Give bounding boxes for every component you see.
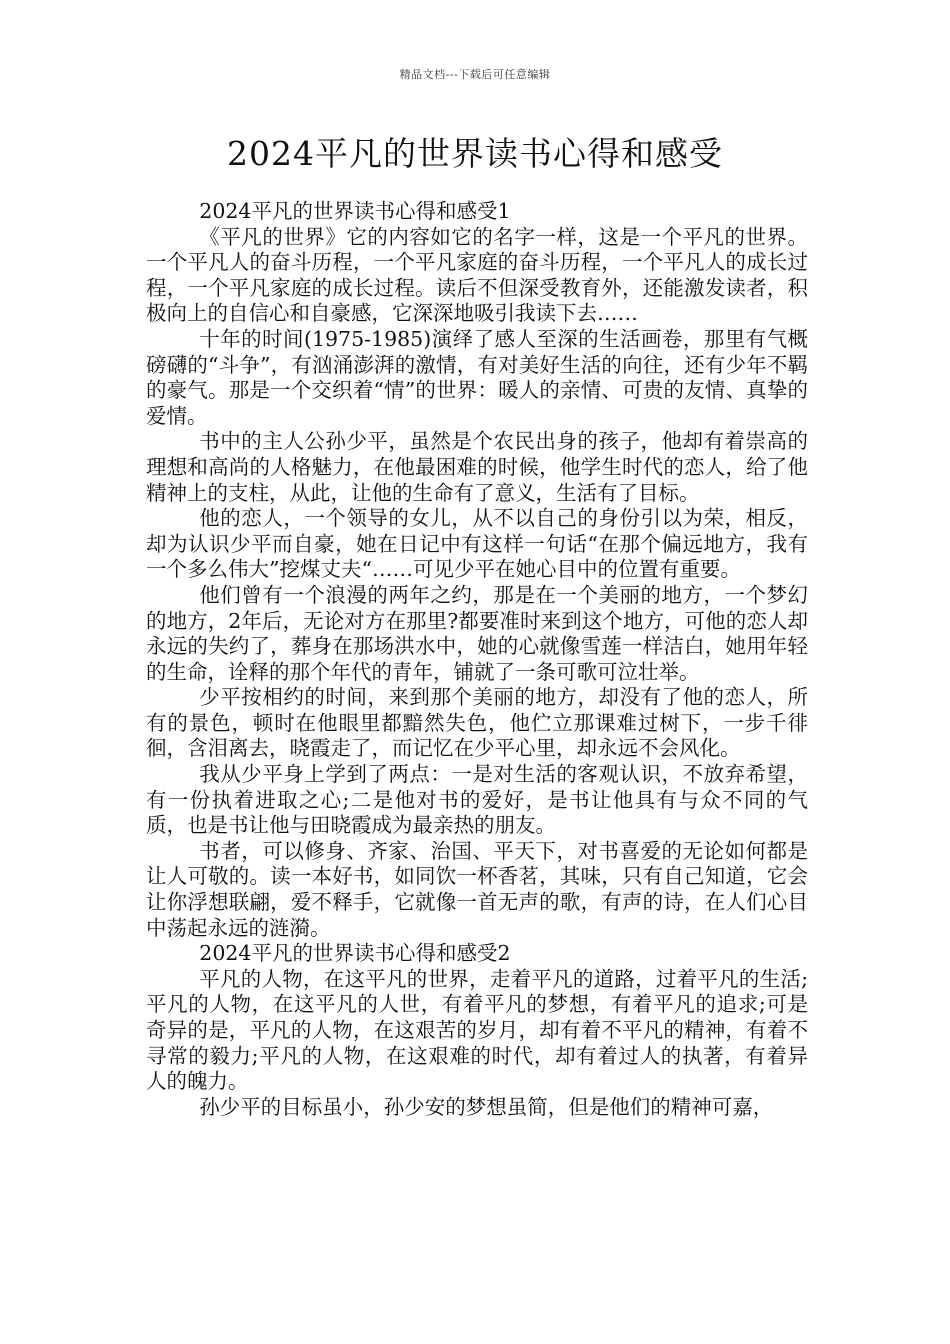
paragraph: 平凡的人物，在这平凡的世界，走着平凡的道路，过着平凡的生活;平凡的人物，在这平凡的人世，有着平凡的梦想，有着平凡的追求;可是奇异的是，平凡的人物，在这艰苦的岁月，却有着不平凡的精神，有着不寻常的毅力;平凡的人物，在这艰难的时代，却有着过人的执著，有着异人的魄力。 [146, 966, 808, 1094]
paragraph: 《平凡的世界》它的内容如它的名字一样，这是一个平凡的世界。一个平凡人的奋斗历程，一个平凡家庭的奋斗历程，一个平凡人的成长过程，一个平凡家庭的成长过程。读后不但深受教育外，还能激发读者，积极向上的自信心和自豪感，它深深地吸引我读下去…… [146, 224, 808, 326]
paragraph: 他们曾有一个浪漫的两年之约，那是在一个美丽的地方，一个梦幻的地方，2年后，无论对方在那里?都要准时来到这个地方，可他的恋人却永远的失约了，葬身在那场洪水中，她的心就像雪莲一样洁白，她用年轻的生命，诠释的那个年代的青年，铺就了一条可歌可泣壮举。 [146, 582, 808, 684]
document-title: 2024平凡的世界读书心得和感受 [227, 134, 723, 173]
paragraph: 十年的时间(1975-1985)演绎了感人至深的生活画卷，那里有气概磅礴的“斗争”，有汹涌澎湃的激情，有对美好生活的向往，还有少年不羁的豪气。那是一个交织着“情”的世界：暖人的亲情、可贵的友情、真挚的爱情。 [146, 326, 808, 428]
paragraph: 我从少平身上学到了两点：一是对生活的客观认识，不放弃希望，有一份执着进取之心;二是他对书的爱好，是书让他具有与众不同的气质，也是书让他与田晓霞成为最亲热的朋友。 [146, 762, 808, 838]
section-subtitle: 2024平凡的世界读书心得和感受2 [199, 941, 511, 966]
paragraph: 书者，可以修身、齐家、治国、平天下，对书喜爱的无论如何都是让人可敬的。读一本好书，如同饮一杯香茗，其味，只有自己知道，它会让你浮想联翩，爱不释手，它就像一首无声的歌，有声的诗，在人们心目中荡起永远的涟漪。 [146, 838, 808, 940]
document-body [146, 199, 808, 1120]
paragraph: 孙少平的目标虽小，孙少安的梦想虽简，但是他们的精神可嘉， [199, 1094, 774, 1119]
page-header: 精品文档---下载后可任意编辑 [399, 68, 551, 81]
paragraph: 少平按相约的时间，来到那个美丽的地方，却没有了他的恋人，所有的景色，顿时在他眼里都黯然失色，他伫立那课难过树下，一步千徘徊，含泪离去，晓霞走了，而记忆在少平心里，却永远不会风化。 [146, 685, 808, 761]
section-subtitle: 2024平凡的世界读书心得和感受1 [199, 199, 511, 223]
paragraph: 书中的主人公孙少平，虽然是个农民出身的孩子，他却有着崇高的理想和高尚的人格魅力，在他最困难的时候，他学生时代的恋人，给了他精神上的支柱，从此，让他的生命有了意义，生活有了目标。 [146, 429, 808, 505]
paragraph: 他的恋人，一个领导的女儿，从不以自己的身份引以为荣，相反，却为认识少平而自豪，她在日记中有这样一句话“在那个偏远地方，我有一个多么伟大”挖煤丈夫“……可见少平在她心目中的位置有重要。 [146, 506, 808, 582]
